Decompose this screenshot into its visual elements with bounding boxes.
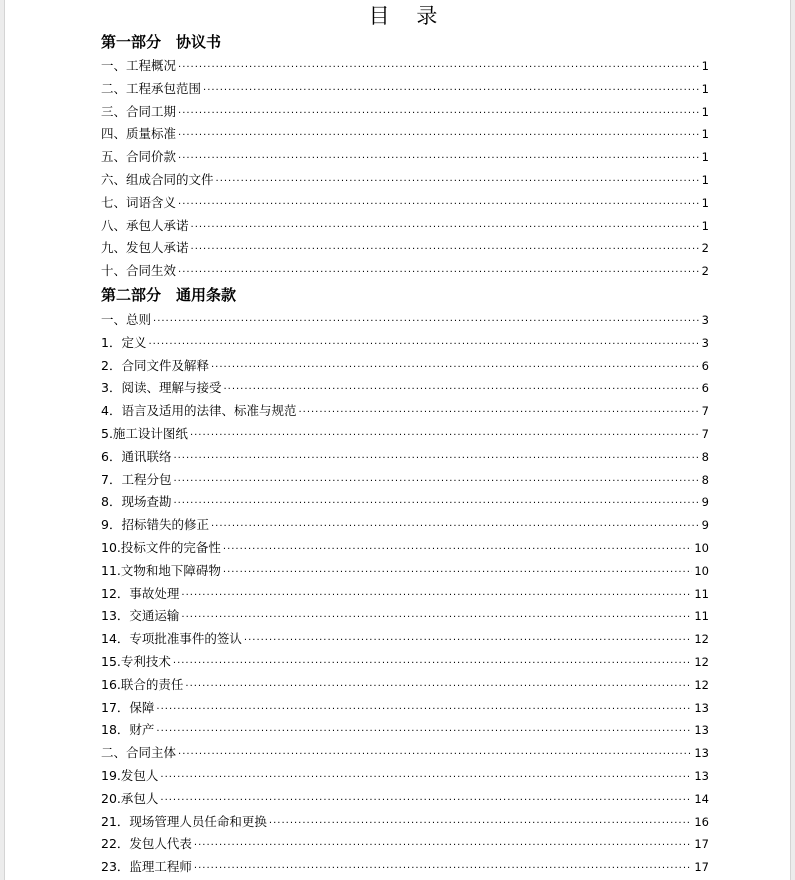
toc-entry-title: 7．工程分包 (101, 471, 172, 487)
toc-entry[interactable] (101, 537, 709, 560)
toc-entry[interactable] (101, 146, 709, 169)
toc-entry-title: 6．通讯联络 (101, 448, 172, 464)
toc-entry-title: 2．合同文件及解释 (101, 357, 209, 373)
toc-entry[interactable] (101, 719, 709, 742)
toc-entry-page: 3 (701, 335, 709, 350)
dot-leader (211, 516, 699, 537)
toc-entry-page: 11 (694, 609, 709, 624)
toc-entry-page: 10 (694, 540, 709, 555)
dot-leader (156, 721, 692, 742)
dot-leader (153, 311, 699, 332)
toc-entry-title: 一、总则 (101, 311, 152, 327)
toc-entry-page: 13 (694, 723, 709, 738)
toc-entry-title: 14．专项批准事件的签认 (101, 631, 242, 647)
toc-entry[interactable] (101, 192, 709, 215)
toc-entry-page: 1 (701, 81, 709, 96)
dot-leader (160, 790, 692, 811)
dot-leader (298, 402, 699, 423)
dot-leader (191, 217, 699, 238)
toc-entry-title: 三、合同工期 (101, 103, 177, 119)
dot-leader (223, 379, 699, 400)
toc-entry-page: 1 (701, 150, 709, 165)
toc-entry-page: 2 (701, 264, 709, 279)
toc-entry-page: 17 (694, 837, 709, 852)
dot-leader (173, 493, 699, 514)
toc-entry-page: 6 (701, 358, 709, 373)
toc-entry-page: 8 (701, 472, 709, 487)
toc-entry[interactable] (101, 55, 709, 78)
dot-leader (156, 699, 692, 720)
toc-entry-title: 21．现场管理人员任命和更换 (101, 813, 267, 829)
toc-entry-title: 八、承包人承诺 (101, 217, 189, 233)
dot-leader (223, 562, 692, 583)
toc-entry[interactable] (101, 169, 709, 192)
window-frame-left (0, 0, 5, 880)
toc-entry[interactable] (101, 260, 709, 283)
toc-entry-page: 13 (694, 768, 709, 783)
toc-entry-title: 12．事故处理 (101, 585, 180, 601)
toc-entry[interactable] (101, 78, 709, 101)
toc-entry[interactable] (101, 833, 709, 856)
dot-leader (173, 653, 692, 674)
toc-entry-page: 8 (701, 449, 709, 464)
toc-entry-title: 五、合同价款 (101, 149, 177, 165)
toc-entry-title: 3．阅读、理解与接受 (101, 380, 222, 396)
part1-entries (101, 55, 709, 283)
dot-leader (181, 607, 692, 628)
toc-entry-page: 11 (694, 586, 709, 601)
toc-entry-title: 9．招标错失的修正 (101, 517, 209, 533)
dot-leader (178, 125, 699, 146)
toc-entry[interactable] (101, 605, 709, 628)
toc-entry-title: 23．监理工程师 (101, 859, 192, 875)
toc-entry-page: 7 (701, 404, 709, 419)
toc-entry-title: 二、合同主体 (101, 745, 177, 761)
dot-leader (190, 425, 699, 446)
toc-entry[interactable] (101, 628, 709, 651)
toc-title: 目 录 (368, 4, 448, 28)
toc-entry-title: 22．发包人代表 (101, 836, 192, 852)
part2-entries (101, 309, 709, 879)
toc-entry-title: 四、质量标准 (101, 126, 177, 142)
toc-entry-title: 九、发包人承诺 (101, 240, 189, 256)
dot-leader (148, 334, 699, 355)
toc-entry-page: 9 (701, 518, 709, 533)
dot-leader (178, 262, 699, 283)
toc-entry-title: 13．交通运输 (101, 608, 180, 624)
dot-leader (194, 835, 692, 856)
toc-entry-title: 11.文物和地下障碍物 (101, 562, 221, 578)
toc-entry[interactable] (101, 377, 709, 400)
dot-leader (173, 448, 699, 469)
toc-entry[interactable] (101, 332, 709, 355)
toc-entry[interactable] (101, 765, 709, 788)
dot-leader (194, 858, 692, 879)
toc-entry[interactable] (101, 309, 709, 332)
dot-leader (160, 767, 692, 788)
toc-entry-page: 16 (694, 814, 709, 829)
toc-entry[interactable] (101, 215, 709, 238)
part2-heading: 第二部分 通用条款 (101, 285, 237, 304)
toc-entry[interactable] (101, 560, 709, 583)
toc-entry-page: 13 (694, 746, 709, 761)
toc-entry-title: 20.承包人 (101, 790, 159, 806)
toc-entry-page: 6 (701, 381, 709, 396)
dot-leader (216, 171, 699, 192)
toc-entry[interactable] (101, 788, 709, 811)
toc-entry-title: 17．保障 (101, 699, 155, 715)
toc-entry[interactable] (101, 811, 709, 834)
toc-entry-title: 19.发包人 (101, 767, 159, 783)
toc-entry-page: 12 (694, 677, 709, 692)
dot-leader (203, 80, 699, 101)
dot-leader (178, 148, 699, 169)
toc-entry[interactable] (101, 742, 709, 765)
toc-entry-title: 七、词语含义 (101, 194, 177, 210)
toc-entry-page: 1 (701, 59, 709, 73)
toc-entry[interactable] (101, 446, 709, 469)
toc-entry[interactable] (101, 697, 709, 720)
toc-entry-title: 4．语言及适用的法律、标准与规范 (101, 403, 297, 419)
toc-entry-page: 12 (694, 654, 709, 669)
dot-leader (244, 630, 692, 651)
dot-leader (178, 194, 699, 215)
toc-entry[interactable] (101, 355, 709, 378)
toc-entry-title: 一、工程概况 (101, 58, 177, 73)
toc-entry-page: 1 (701, 127, 709, 142)
dot-leader (211, 357, 699, 378)
dot-leader (185, 676, 692, 697)
toc-entry-page: 14 (694, 791, 709, 806)
toc-entry-title: 十、合同生效 (101, 263, 177, 279)
toc-entry-page: 7 (701, 426, 709, 441)
toc-entry-page: 1 (701, 104, 709, 119)
toc-entry[interactable] (101, 856, 709, 879)
toc-entry-page: 1 (701, 195, 709, 210)
dot-leader (178, 57, 699, 78)
dot-leader (191, 239, 699, 260)
toc-entry[interactable] (101, 101, 709, 124)
document-page (101, 0, 709, 879)
toc-entry-title: 二、工程承包范围 (101, 80, 202, 96)
toc-entry[interactable] (101, 469, 709, 492)
toc-entry[interactable] (101, 123, 709, 146)
toc-entry-title: 5.施工设计图纸 (101, 425, 188, 441)
toc-entry-page: 12 (694, 632, 709, 647)
toc-entry-title: 六、组成合同的文件 (101, 171, 214, 187)
toc-entry-page: 1 (701, 218, 709, 233)
toc-entry-page: 9 (701, 495, 709, 510)
toc-entry-title: 10.投标文件的完备性 (101, 539, 221, 555)
toc-entry[interactable] (101, 237, 709, 260)
dot-leader (178, 103, 699, 124)
toc-entry-title: 15.专利技术 (101, 653, 171, 669)
toc-entry[interactable] (101, 400, 709, 423)
toc-entry-title: 16.联合的责任 (101, 676, 184, 692)
toc-entry-page: 2 (701, 241, 709, 256)
toc-entry-page: 13 (694, 700, 709, 715)
toc-entry-page: 3 (701, 312, 709, 327)
toc-entry[interactable] (101, 514, 709, 537)
toc-entry-page: 1 (701, 172, 709, 187)
toc-entry[interactable] (101, 583, 709, 606)
part1-heading: 第一部分 协议书 (101, 33, 222, 51)
toc-entry[interactable] (101, 491, 709, 514)
toc-entry-title: 18．财产 (101, 722, 155, 738)
dot-leader (178, 744, 692, 765)
dot-leader (181, 585, 692, 606)
toc-entry[interactable] (101, 423, 709, 446)
dot-leader (223, 539, 692, 560)
dot-leader (173, 471, 699, 492)
toc-entry-page: 17 (694, 860, 709, 875)
toc-entry[interactable] (101, 651, 709, 674)
toc-entry-title: 8．现场查勘 (101, 494, 172, 510)
dot-leader (269, 813, 692, 834)
toc-entry-page: 10 (694, 563, 709, 578)
window-frame-right (790, 0, 795, 880)
toc-entry-title: 1．定义 (101, 334, 147, 350)
toc-entry[interactable] (101, 674, 709, 697)
